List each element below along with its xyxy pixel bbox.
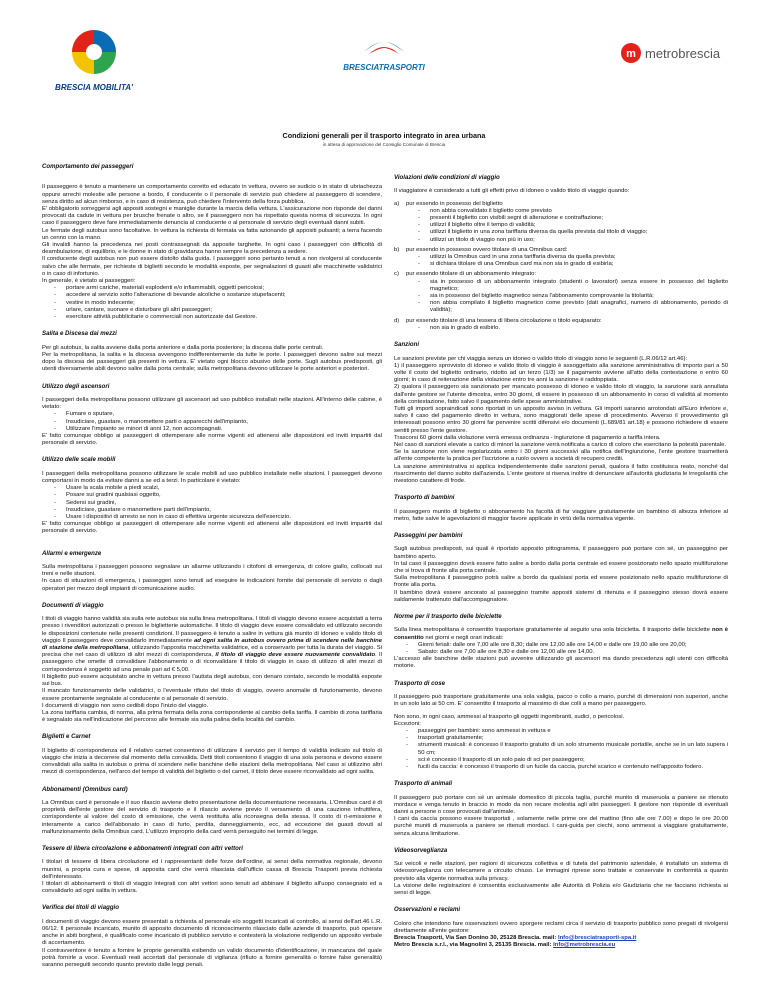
paragraph: Non sono, in ogni caso, ammessi al trasporto gli oggetti ingombranti, sudici, o pericolosi.: [394, 713, 625, 720]
paragraph: Sulla linea metropolitana è consentito trasportare gratuitamente al seguito una sola bicicletta. Il trasporto delle biciclette non è consentito nei giorni e negli orari indicati:: [394, 627, 728, 641]
section-title: Osservazioni e reclami: [394, 906, 461, 914]
section-title: Salita e Discesa dai mezzi: [42, 330, 117, 338]
paragraph: I titolari di tessere di libera circolazione ed i rappresentanti delle forze dell'ordine, ai sensi della normativa regionale, devono munirsi, a propria cura e spese, di apposita card che verrà rilasciata dall'ufficio cassa di Brescia Trasporti previa richiesta dell'interessato.: [42, 859, 382, 880]
list-item: - Sedersi sui gradini,: [54, 500, 382, 507]
section-title: Passeggini per bambini: [394, 531, 463, 539]
paragraph: Per gli autobus, la salita avviene dalla porta anteriore e dalla porta posteriore; la discesa dalle porte centrali.: [42, 344, 324, 351]
email-link[interactable]: Info@metrobrescia.eu: [553, 942, 616, 949]
list-item: - Usare la scala mobile a piedi scalzi,: [54, 485, 382, 492]
prohibited-list: [42, 285, 382, 321]
paragraph: E' fatto comunque obbligo ai passeggeri di ottemperare alle norme vigenti ed attenersi alle disposizioni ed inviti impartiti dal personale di servizio.: [42, 521, 382, 535]
paragraph: In tal caso il passeggino dovrà essere fatto salire a bordo dalla porta centrale ed essere posizionato nello spazio multifunzione che si trova di fronte alla porta centrale.: [394, 560, 728, 575]
paragraph: Nel caso di sanzioni elevate a carico di minori la sanzione verrà notificata a carico di coloro che esercitano la potestà parentale.: [394, 441, 727, 448]
list-item: - Insudiciare, guastare, o manomettere parti o apparecchi dell'impianto,: [54, 419, 382, 426]
paragraph: Il passeggero può portare con sé un animale domestico di piccola taglia, purché munito di museruola a paniere se ritenuto mordace e venga tenuto in braccio in modo da non recare molestia agli altri passeggeri. Il gestore non risponde di eventuali danni a persone o cose provocati dall'animale.: [394, 794, 728, 815]
paragraph: Sui veicoli e nelle stazioni, per ragioni di sicurezza collettiva e di tutela del patrimonio aziendale, è installato un sistema di videosorveglianza con telecamere a circuito chiuso. Le immagini riprese sono trattate e conservate in conformità a quanto previsto alla vigente normativa sulla privacy.: [394, 861, 728, 882]
email-link[interactable]: Info@bresciatrasporti-spa.it: [557, 935, 637, 942]
paragraph: Il mancato funzionamento delle validatrici, o l'eventuale rifiuto del titolo di viaggio, ovvero anomalie di funzionamento, devono essere prontamente segnalate al conducente o al personale di servizio.: [42, 688, 382, 702]
list-item: - Utilizzare l'impianto se minori di anni 12, non accompagnati.: [54, 426, 382, 433]
paragraph: Per la metropolitana, la salita e la discesa avvengono indifferentemente da tutte le porte. I passeggeri devono salire sui mezzi dopo la discesa dei passeggeri già presenti in vettura. E' vietato ogni blocco abusivo delle porte. Sugli autobus predisposti, gli utenti diversamente abili devono salire dalla porta centrale; sulla metropolitana devono utilizzare le porte anteriori e posteriori.: [42, 351, 382, 373]
paragraph: Il passeggero è tenuto a mantenere un comportamento corretto ed educato in vettura, ovvero se sudicio o in stato di ubriachezza oppure arrechi molestie alle persone a bordo, il conducente o il personale di servizio può chiedere al passeggero di scendere, senza diritto ad alcun rimborso, e in caso di resistenza, può chiedere l'intervento della forza pubblica.: [42, 184, 382, 205]
metrobrescia-logo: [620, 40, 740, 66]
brescia-trasporti-logo: [334, 28, 434, 80]
list-item: - Giorni feriali: dalle ore 7,00 alle ore 8,30; dalle ore 12,00 alle ore 14,00 e dalle ore 19,00 alle ore 20,00;: [406, 642, 728, 649]
list-item: - Fumare o sputare,: [54, 411, 382, 418]
paragraph: I cani da caccia possono essere trasportati , solamente nelle prime ore del mattino (fino alle ore 7.00) e dopo le ore 20.00 purché muniti di museruola a paniere se ritenuti mordaci. I cani-guida per ciechi, sono ammessi a viaggiare gratuitamente, senza alcuna limitazione.: [394, 816, 728, 837]
list-item: - si dichiara titolare di una Omnibus card ma non sia in grado di esibirla;: [418, 261, 728, 268]
paragraph: La sanzione amministrativa si applica indipendentemente dalle sanzioni penali, qualora il fatto costituisca reato, nonché dal risarcimento del danno subito dall'azienda. L'ente gestore si riserva inoltre di denunciare all'autorità giudiziaria le irregolarità che rivestono carattere di frode.: [394, 463, 728, 484]
paragraph: Se la sanzione non viene regolarizzata entro i 30 giorni successivi alla notifica dell'ingiunzione, l'ente gestore trasmetterà all'ente competente la pratica per l'iscrizione a ruolo ovvero a società di recupero crediti.: [394, 449, 728, 463]
section-title: Biglietti e Carnet: [42, 733, 91, 741]
paragraph: Il passeggero può trasportare gratuitamente una sola valigia, pacco o collo a mano, purché di dimensioni non superiori, anche in un solo lato ai 50 cm. E' consentito il trasporto al massimo di due colli a mano per passeggero.: [394, 694, 728, 708]
bike-hours-list: [394, 642, 728, 656]
paragraph: Il biglietto può essere acquistato anche in vettura presso l'autista degli autobus, con denaro contato, secondo le modalità esposte sui bus.: [42, 673, 382, 688]
prohibited-list: [42, 411, 382, 433]
paragraph: Gli invalidi hanno la precedenza nei posti contrassegnati da apposite targhette. In ogni caso i passeggeri con difficoltà di deambulazione, di equilibrio, e le donne in stato di gravidanza hanno sempre la precedenza a sedere.: [42, 242, 382, 256]
paragraph: Coloro che intendono fare osservazioni ovvero sporgere reclami circa il servizio di trasporto pubblico sono pregati di rivolgersi direttamente all'ente gestore:: [394, 920, 728, 934]
section-title: Documenti di viaggio: [42, 601, 104, 609]
list-item: - urlare, cantare, suonare e disturbare gli altri passeggeri;: [54, 307, 382, 314]
paragraph: I passeggeri della metropolitana possono utilizzare gli ascensori ad uso pubblico installati nelle stazioni. All'interno delle cabine, è vietato:: [42, 396, 382, 411]
list-item: - strumenti musicali: è concesso il trasporto gratuito di un solo strumento musicale portatile, anche se in un lato supera i 50 cm;: [406, 742, 728, 756]
svg-text:metrobrescia: metrobrescia: [645, 46, 721, 61]
svg-text:BRESCIA MOBILITA': BRESCIA MOBILITA': [55, 83, 133, 92]
list-item: - passeggini per bambini: sono ammessi in vettura e: [406, 728, 728, 735]
section-title: Sanzioni: [394, 341, 420, 349]
paragraph: Il contravventore è tenuto a fornire le proprie generalità esibendo un valido documento d'identificazione, in mancanza del quale potrà fornirle a voce. Eventuali reati accertati dal personale di vigilanza (rifiuto a fornire generalità o fornire false generalità) saranno perseguiti secondo quanto previsto dalle leggi penali.: [42, 947, 382, 969]
paragraph: I titolari di abbonamenti o titoli di viaggio integrati con altri vettori sono tenuti ad abbinare il biglietto all'uopo consegnato ed a convalidarlo ad ogni salita in vettura.: [42, 881, 382, 895]
svg-text:m: m: [626, 48, 636, 60]
section-title: Tessere di libera circolazione e abbonamenti integrati con altri vettori: [42, 844, 243, 852]
paragraph: In caso di situazioni di emergenza, i passeggeri sono tenuti ad eseguire le indicazioni fornite dal personale di servizio o dagli operatori per mezzo degli impianti di comunicazione audio.: [42, 578, 382, 592]
list-item: - non abbia compilato il biglietto magnetico come previsto (dati anagrafici, numero di abbonamento, periodo di validità);: [418, 300, 728, 314]
paragraph: Sulla metropolitana il passeggino potrà salire a bordo da qualsiasi porta ed essere posizionato nello spazio multifunzione di fronte alla porta.: [394, 575, 728, 589]
list-item: - sia in possesso di un abbonamento integrato (studenti o lavoratori) senza essere in possesso del biglietto magnetico;: [418, 279, 728, 293]
paragraph: E' obbligatorio sorreggersi agli appositi sostegni e maniglie durante la marcia della vettura. L'assicurazione non risponde dei danni provocati da cadute in vettura per brusche frenate o altro, se il passeggero non ha rispettato questa norma di sicurezza. In ogni caso il passeggero deve fare immediatamente denuncia al conducente o al personale di servizio degli eventuali danni subiti.: [42, 206, 382, 227]
paragraph: Eccezioni:: [394, 720, 421, 727]
list-item: - utilizzi un titolo di viaggio non più in uso;: [418, 237, 728, 244]
section-title: Norme per il trasporto delle biciclette: [394, 613, 502, 621]
list-item: - non abbia convalidato il biglietto come previsto: [418, 208, 728, 215]
paragraph: Trascorsi 60 giorni dalla violazione verrà emessa ordinanza - ingiunzione di pagamento a tariffa intera.: [394, 434, 661, 441]
list-item: - Usare i dispositivi di arresto se non in caso di effettiva urgente sicurezza dell'esercizio.: [54, 514, 382, 521]
list-item: a) pur essendo in possesso del biglietto - non abbia convalidato il biglietto come previsto - presenti il biglietto con visibili segni di alterazione e contraffazione; - utilizzi il biglietto oltre il tempo di validità; - utilizzi il biglietto in una zona tariffaria diversa da quella prevista dal titolo di viaggio; - utilizzi un titolo di viaggio non più in uso;: [394, 201, 728, 244]
list-item: - esercitare attività pubblicitarie o commerciali non autorizzate dal Gestore.: [54, 314, 382, 321]
list-item: - sci:è concesso il trasporto di un solo paio di sci per passeggero;: [406, 757, 728, 764]
paragraph: Le sanzioni previste per chi viaggia senza un idoneo o valido titolo di viaggio sono le seguenti (L.R.06/12 art.46):: [394, 355, 688, 362]
paragraph: Il bambino dovrà essere ancorato al passeggino tramite appositi sistemi di ritenuta e il passeggino stesso dovrà essere saldamente trattenuto dall'accompagnatore.: [394, 589, 728, 603]
section-title: Abbonamenti (Omnibus card): [42, 785, 128, 793]
section-title: Trasporto di bambini: [394, 494, 455, 502]
list-item: - utilizzi il biglietto in una zona tariffaria diversa da quella prevista dal titolo di viaggio;: [418, 229, 728, 236]
list-item: - trasportati gratuitamente;: [406, 735, 728, 742]
contact-brescia-trasporti: Brescia Trasporti, Via San Donino 30, 25128 Brescia. mail: Info@bresciatrasporti-spa.it: [394, 935, 637, 942]
section-title: Verifica dei titoli di viaggio: [42, 904, 119, 912]
paragraph: E' fatto comunque obbligo ai passeggeri di ottemperare alle norme vigenti ed attenersi alle disposizioni ed inviti impartiti dal personale di servizio.: [42, 432, 382, 447]
section-title: Utilizzo degli ascensori: [42, 382, 110, 390]
list-item: - utilizzi il biglietto oltre il tempo di validità;: [418, 222, 728, 229]
paragraph: 1) il passeggero sprovvisto di idoneo e valido titolo di viaggio è assoggettato alla sanzione amministrativa di importo pari a 50 volte il costo del biglietto ordinario, ridotto ad un terzo (1/3) se il pagamento avviene all'atto della contestazione o entro 60 giorni; in caso di reiterazione della violazione entro tre anni la sanzione è raddoppiata.: [394, 362, 728, 384]
paragraph: I documenti di viaggio devono essere presentati a richiesta al personale e/o soggetti incaricati al controllo, ai sensi dell'art.46 L.R. 06/12. Il personale incaricato, munito di apposito documento di riconoscimento rilasciato dalle aziende di trasporto, può operare anche in abiti borghesi, è qualificato come incaricato di pubblico servizio e contesterà la violazione redigendo un apposito verbale di accertamento.: [42, 918, 382, 947]
section-title: Comportamento dei passeggeri: [42, 163, 134, 170]
exceptions-list: [394, 728, 728, 771]
paragraph: La visione delle registrazioni è consentita esclusivamente alle Autorità di Polizia e/o Giudiziaria che ne facciano richiesta ai sensi di legge.: [394, 882, 728, 896]
paragraph: Sugli autobus predisposti, sui quali è riportato apposito pittogramma, il passeggero può portare con sé, un passeggino per bambino aperto.: [394, 546, 728, 560]
paragraph: Le fermate degli autobus sono facoltative. In vettura la richiesta di fermata va fatta azionando gli appositi pulsanti; a terra facendo un cenno con la mano.: [42, 227, 382, 241]
section-title: Trasporto di cose: [394, 679, 446, 687]
list-item: - vestire in modo indecente;: [54, 300, 382, 307]
list-item: - Posare sui gradini qualsiasi oggetto,: [54, 492, 382, 499]
paragraph: Il viaggiatore è considerato a tutti gli effetti privo di idoneo o valido titolo di viaggio quando:: [394, 188, 630, 195]
list-item: - accedere al servizio sotto l'alterazione di bevande alcoliche o sostanze stupefacenti;: [54, 292, 382, 299]
paragraph: Tutti gli importi sopraindicati sono riportati in un apposito avviso in vettura. Gli importi saranno arrotondati all'Euro inferiore e, salvo il caso del pagamento diretto in vettura, sono maggiorati delle spese di procedimento. Avverso il provvedimento gli interessati possono entro 30 giorni far pervenire scritti difensivi e/o documenti (L.689/81 art.18) e possono richiedere di essere sentiti presso l'ente gestore.: [394, 405, 728, 434]
paragraph: La Omnibus card è personale e il suo rilascio avviene dietro presentazione della documentazione necessaria. L'Omnibus card è di proprietà dell'ente gestore del servizio di trasporto e il rilascio avviene previo il versamento di una cauzione infruttifera, corrispondente al valore del costo di emissione, che verrà restituita alla riconsegna della stessa. Il costo di ri-emissione è interamente a carico dell'abbonato in caso di furto, perdita, danneggiamento, ecc, ad eccezione dei guasti dovuti al malfunzionamento della Omnibus card. L'utilizzo improprio della card verrà perseguito nei termini di legge.: [42, 799, 382, 835]
section-title: Trasporto di animali: [394, 780, 453, 788]
page-subtitle: in attesa di approvazione del Consiglio Comunale di Brescia: [322, 142, 446, 147]
list-item: b) pur essendo in possesso ovvero titolare di una Omnibus card: - utilizzi la Omnibus card in una zona tariffaria diversa da quella prevista; - si dichiara titolare di una Omnibus card ma non sia in grado di esibirla;: [394, 247, 728, 269]
paragraph: I titoli di viaggio hanno validità sia sulla rete autobus sia sulla linea metropolitana. I titoli di viaggio devono essere acquistati a terra presso i rivenditori autorizzati o presso le biglietterie automatiche. Il titolo di viaggio deve essere convalidato ed utilizzato secondo le disposizioni contenute nelle presenti condizioni. Il passeggero è tenuto a salire in vettura già munito di idoneo e valido titolo di viaggio Il passeggero deve convalidarlo immediatamente ad ogni salita in autobus ovvero prima di scendere nelle banchine di stazione della metropolitana, utilizzando l'apposita macchinetta validatrice, ed a conservarlo per tutta la durata del viaggio. Si precisa che nel caso di utilizzo di altri mezzi di corrispondenza, il titolo di viaggio deve essere nuovamente convalidato. Il passeggero che omette di convalidare l'abbonamento o di riconvalidare il titolo di viaggio in caso di utilizzo di altri mezzi di corrispondenza è soggetto ad una penale pari ad € 5,00.: [42, 616, 382, 673]
paragraph: Il passeggero munito di biglietto o abbonamento ha facoltà di far viaggiare gratuitamente un bambino di altezza inferiore al metro, fatte salve le agevolazioni di maggior favore applicate in virtù della normativa vigente.: [394, 508, 728, 522]
paragraph: L'accesso alle banchine delle stazioni può avvenire utilizzando gli ascensori ma dando precedenza agli utenti con difficoltà motorie.: [394, 656, 728, 670]
section-title: Videosorveglianza: [394, 846, 448, 854]
paragraph: Sulla metropolitana i passeggeri possono segnalare un allarme utilizzando i citofoni di emergenza, di colore giallo, collocati sui treni e nelle stazioni.: [42, 564, 382, 578]
left-column: [42, 157, 382, 974]
list-item: - Insudiciare, guastare o manomettere parti dell'impianto,: [54, 507, 382, 514]
list-item: - utilizzi la Omnibus card in una zona tariffaria diversa da quella prevista;: [418, 254, 728, 261]
list-item: - portare armi cariche, materiali esplodenti e/o infiammabili, oggetti pericolosi;: [54, 285, 382, 292]
paragraph: Il conducente degli autobus non può essere distolto dalla guida. I passeggeri sono pertanto tenuti a non rivolgersi al conducente salvo che alle fermate, per richieste di biglietti secondo le modalità esposte, per segnalazioni di guasti alle macchinette validatrici o in caso di infortunio.: [42, 256, 382, 277]
paragraph: I passeggeri della metropolitana possono utilizzare le scale mobili ad uso pubblico installate nelle stazioni. I passeggeri devono comportarsi in modo da evitare danni a se ed a terzi. In particolare è vietato:: [42, 470, 382, 484]
paragraph: I documenti di viaggio non sono cedibili dopo l'inizio del viaggio.: [42, 702, 209, 709]
list-item: - sia in possesso del biglietto magnetico senza l'abbonamento comprovante la titolarità;: [418, 293, 728, 300]
section-title: Utilizzo delle scale mobili: [42, 456, 116, 464]
list-item: - presenti il biglietto con visibili segni di alterazione e contraffazione;: [418, 215, 728, 222]
list-item: - fucili da caccia: è concesso il trasporto di un fucile da caccia, purché scarico e contenuto nell'apposito fodero.: [406, 764, 728, 771]
svg-text:BRESCIATRASPORTI: BRESCIATRASPORTI: [343, 63, 425, 72]
brescia-mobilita-logo: [42, 22, 147, 100]
paragraph: In generale, è vietato ai passeggeri:: [42, 278, 136, 285]
violation-list: [394, 201, 728, 332]
paragraph: 2) qualora il passeggero sia sanzionato per mancato possesso di idoneo e valido titolo di viaggio, la sanzione sarà annullata dall'ente gestore se l'utente dimostra, entro 30 giorni, di essere in possesso di un abbonamento in corso di validità al momento della contestazione, fatto salvo il pagamento delle spese amministrative.: [394, 384, 728, 405]
list-item: c) pur essendo titolare di un abbonamento integrato: - sia in possesso di un abbonamento integrato (studenti o lavoratori) senza essere in possesso del biglietto magnetico; - sia in possesso del biglietto magnetico senza l'abbonamento comprovante la titolarità; - non abbia compilato il biglietto magnetico come previsto (dati anagrafici, numero di abbonamento, periodo di validità);: [394, 271, 728, 314]
right-column: [394, 166, 728, 954]
paragraph: La zona tariffaria cambia, di norma, alla prima fermata della zona corrispondente al cambio della tariffa. Il cambio di zona tariffaria è segnalato sia nell'indicazione del percorso alle fermate sia sulla palina della località del cambio.: [42, 709, 382, 724]
section-title: Allarmi e emergenze: [42, 549, 102, 557]
prohibited-list: [42, 485, 382, 521]
list-item: d) pur essendo titolare di una tessera di libera circolazione o titolo equiparato: - non sia in grado di esibirlo.: [394, 318, 728, 332]
list-item: - Sabato: dalle ore 7,00 alle ore 8,30 e dalle ore 12,00 alle ore 14,00.: [406, 649, 728, 656]
page-title: Condizioni generali per il trasporto integrato in area urbana: [282, 131, 486, 140]
paragraph: Il biglietto di corrispondenza ed il relativo carnet consentono di utilizzare il servizio per il tempo di validità indicato sul titolo di viaggio che inizia a decorrere dal momento della convalida. Detti titoli consentono il viaggio di una sola persona e devono essere convalidati alla salita in autobus o prima di scendere nelle banchine delle stazioni della metropolitana. Nel caso si utilizzino altri mezzi di corrispondenza, nell'arco del tempo di validità del biglietto o del carnet, il titolo deve essere riconvalidato ad ogni salita.: [42, 747, 382, 776]
contact-metro-brescia: Metro Brescia s.r.l., via Magnolini 3, 25135 Brescia. mail: Info@metrobrescia.eu: [394, 942, 616, 949]
section-title: Violazioni delle condizioni di viaggio: [394, 174, 500, 181]
list-item: - non sia in grado di esibirlo.: [418, 325, 728, 332]
